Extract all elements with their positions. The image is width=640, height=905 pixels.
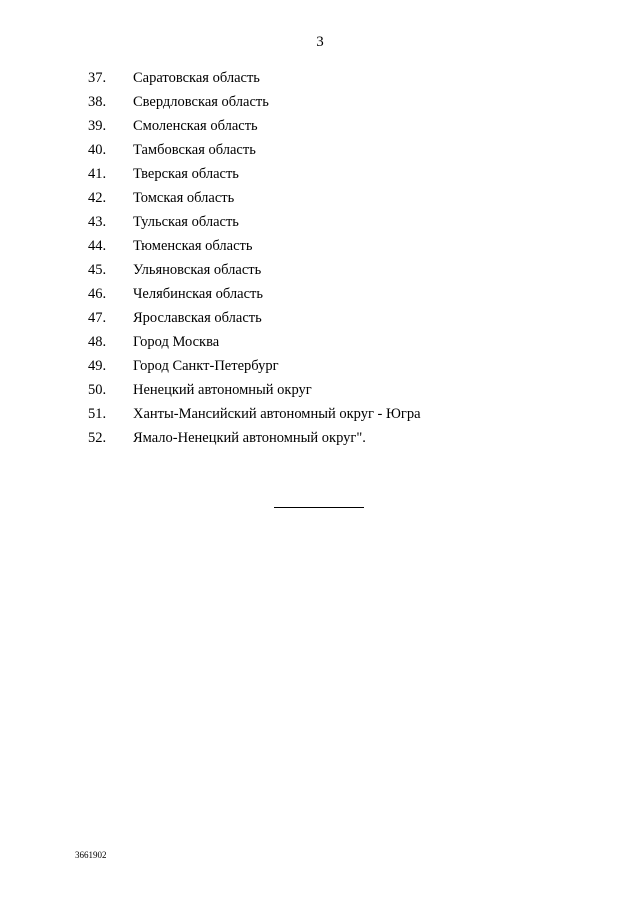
region-name: Саратовская область xyxy=(133,70,260,86)
region-name: Ханты-Мансийский автономный округ - Югра xyxy=(133,406,421,422)
item-number: 43. xyxy=(88,214,107,230)
list-item xyxy=(0,116,640,140)
region-name: Ульяновская область xyxy=(133,262,262,278)
list-item xyxy=(0,404,640,428)
list-item xyxy=(0,260,640,284)
list-item xyxy=(0,188,640,212)
region-name: Ярославская область xyxy=(133,310,262,326)
region-name: Город Москва xyxy=(133,334,220,350)
region-name: Тверская область xyxy=(133,166,239,182)
item-number: 38. xyxy=(88,94,107,110)
item-number: 46. xyxy=(88,286,107,302)
item-number: 45. xyxy=(88,262,107,278)
list-item xyxy=(0,164,640,188)
region-name: Свердловская область xyxy=(133,94,269,110)
region-name: Томская область xyxy=(133,190,235,206)
list-item xyxy=(0,68,640,92)
item-number: 48. xyxy=(88,334,107,350)
list-item xyxy=(0,92,640,116)
list-item xyxy=(0,356,640,380)
item-number: 40. xyxy=(88,142,107,158)
item-number: 49. xyxy=(88,358,107,374)
region-name: Тульская область xyxy=(133,214,239,230)
list-item xyxy=(0,236,640,260)
list-item xyxy=(0,332,640,356)
region-name: Город Санкт-Петербург xyxy=(133,358,279,374)
region-name: Смоленская область xyxy=(133,118,258,134)
item-number: 37. xyxy=(88,70,107,86)
item-number: 41. xyxy=(88,166,107,182)
page-number: 3 xyxy=(316,34,324,50)
item-number: 52. xyxy=(88,430,107,446)
document-code: 3661902 xyxy=(75,850,107,860)
region-name: Тамбовская область xyxy=(133,142,256,158)
region-list xyxy=(0,68,640,452)
region-name: Ненецкий автономный округ xyxy=(133,382,312,398)
list-item xyxy=(0,140,640,164)
list-item xyxy=(0,380,640,404)
item-number: 47. xyxy=(88,310,107,326)
list-item xyxy=(0,428,640,452)
region-name: Тюменская область xyxy=(133,238,253,254)
end-of-list-divider xyxy=(274,507,364,508)
item-number: 50. xyxy=(88,382,107,398)
item-number: 39. xyxy=(88,118,107,134)
item-number: 42. xyxy=(88,190,107,206)
item-number: 44. xyxy=(88,238,107,254)
list-item xyxy=(0,212,640,236)
region-name: Ямало-Ненецкий автономный округ". xyxy=(133,430,366,446)
list-item xyxy=(0,284,640,308)
list-item xyxy=(0,308,640,332)
item-number: 51. xyxy=(88,406,107,422)
region-name: Челябинская область xyxy=(133,286,263,302)
